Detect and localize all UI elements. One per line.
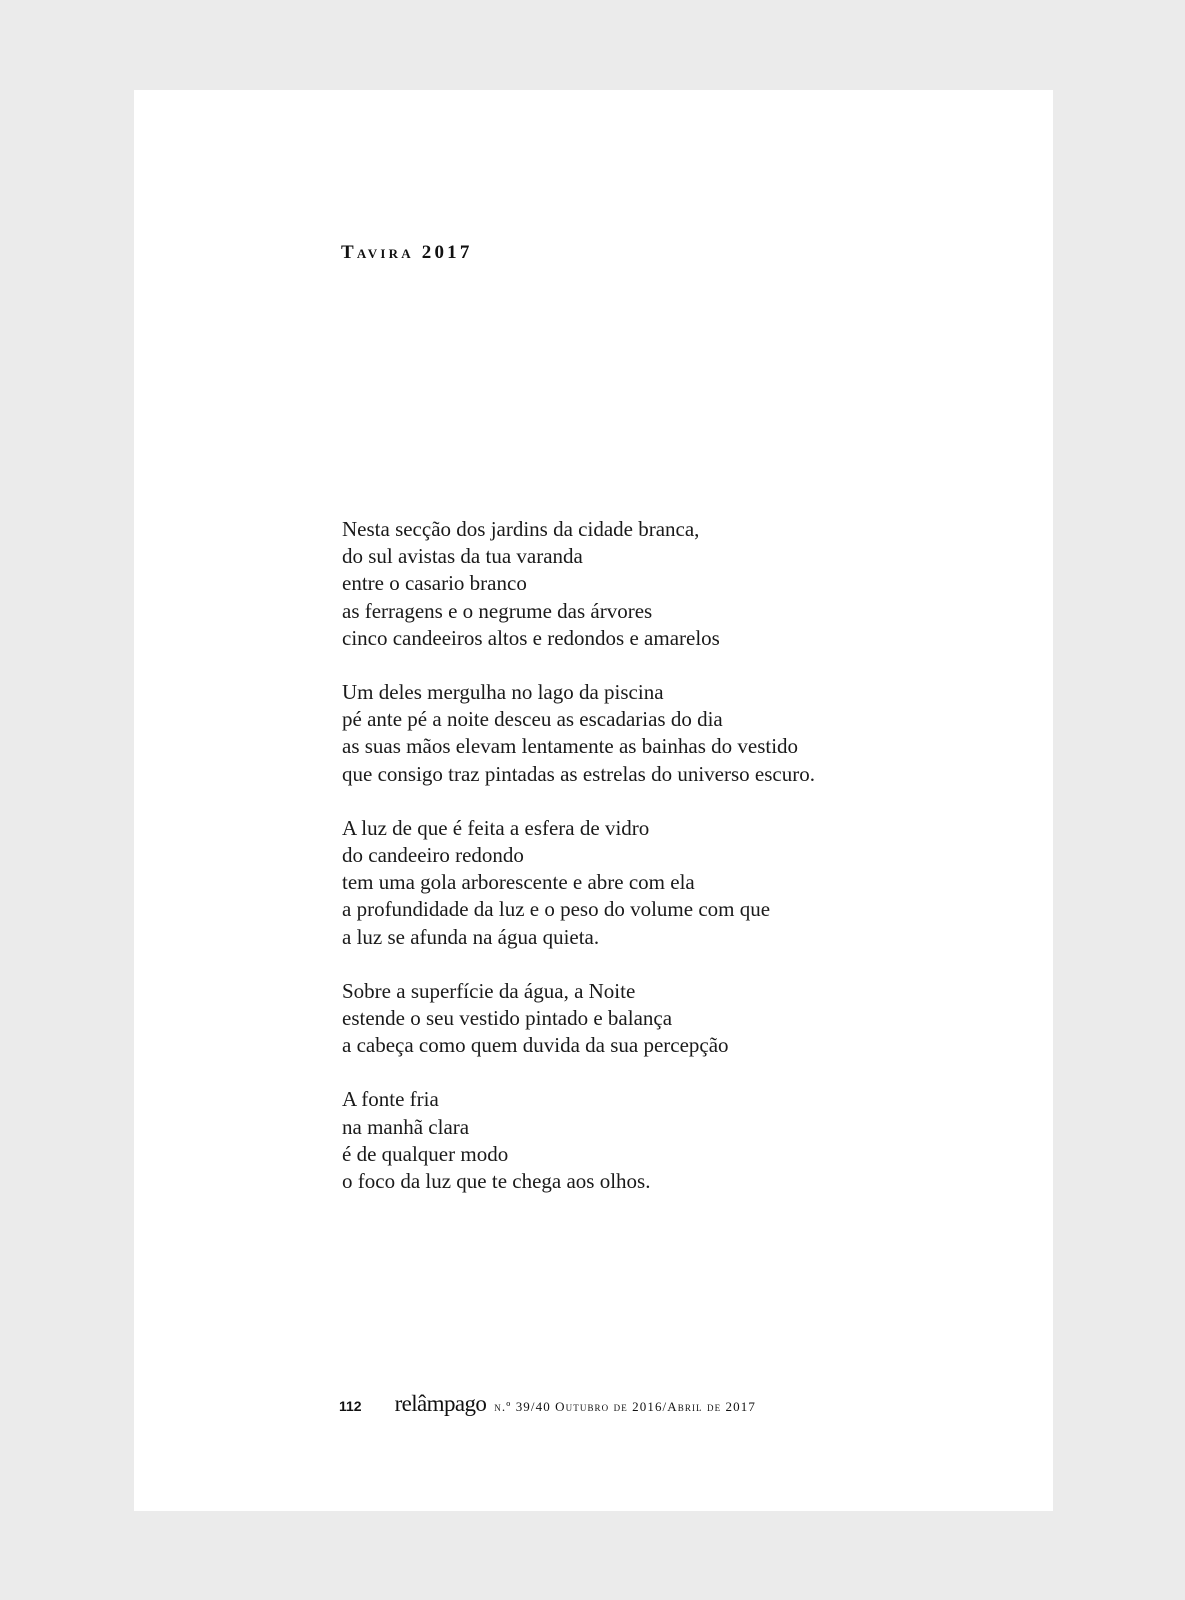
poem-line: Um deles mergulha no lago da piscina	[342, 680, 664, 705]
poem-line: entre o casario branco	[342, 571, 527, 596]
stanza-2	[342, 679, 982, 788]
stanza-4	[342, 978, 982, 1060]
poem-line: a cabeça como quem duvida da sua percepção	[342, 1033, 729, 1058]
poem-line: estende o seu vestido pintado e balança	[342, 1006, 673, 1031]
poem-line: as suas mãos elevam lentamente as bainhas do vestido	[342, 734, 799, 759]
poem-line: Sobre a superfície da água, a Noite	[342, 978, 636, 1003]
poem-line: a luz se afunda na água quieta.	[342, 924, 600, 949]
document-page	[134, 90, 1053, 1511]
page-number: 112	[339, 1398, 362, 1414]
poem-line: as ferragens e o negrume das árvores	[342, 598, 653, 623]
poem-title: Tavira 2017	[341, 242, 473, 263]
poem-line: pé ante pé a noite desceu as escadarias do dia	[342, 707, 723, 732]
page-footer	[339, 1391, 756, 1421]
poem-line: cinco candeeiros altos e redondos e amarelos	[342, 625, 720, 650]
poem-line: A fonte fria	[342, 1087, 439, 1112]
stanza-3	[342, 815, 982, 951]
poem-line: do sul avistas da tua varanda	[342, 544, 583, 569]
stanza-5	[342, 1086, 982, 1195]
poem-line: Nesta secção dos jardins da cidade branca,	[342, 517, 700, 541]
poem-line: na manhã clara	[342, 1114, 470, 1139]
magazine-logo: relâmpago	[394, 1391, 487, 1416]
poem-line: é de qualquer modo	[342, 1141, 509, 1166]
poem-line: o foco da luz que te chega aos olhos.	[342, 1169, 651, 1194]
poem-line: A luz de que é feita a esfera de vidro	[342, 815, 650, 840]
poem-line: que consigo traz pintadas as estrelas do universo escuro.	[342, 761, 815, 786]
poem-line: a profundidade da luz e o peso do volume com que	[342, 897, 771, 922]
poem-body	[342, 516, 982, 1195]
poem-line: do candeeiro redondo	[342, 843, 524, 868]
poem-line: tem uma gola arborescente e abre com ela	[342, 870, 695, 895]
stanza-1	[342, 516, 982, 652]
issue-info: n.º 39/40 Outubro de 2016/Abril de 2017	[494, 1399, 756, 1414]
